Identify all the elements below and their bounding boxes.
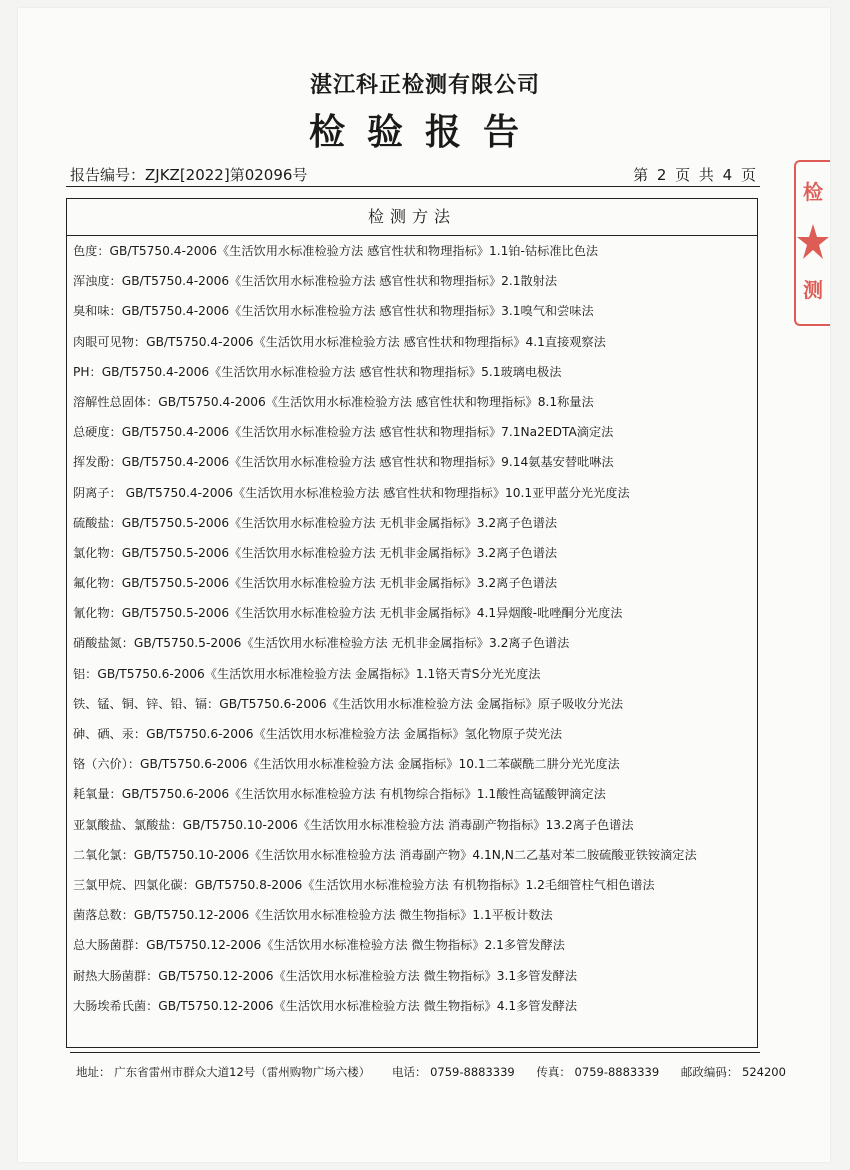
method-item: PH：GB/T5750.4-2006《生活饮用水标准检验方法 感官性状和物理指标》5.1玻璃电极法 — [73, 364, 562, 379]
method-item: 二氧化氯：GB/T5750.10-2006《生活饮用水标准检验方法 消毒副产物》4.1N,N二乙基对苯二胺硫酸亚铁铵滴定法 — [73, 847, 697, 862]
method-item: 总硬度：GB/T5750.4-2006《生活饮用水标准检验方法 感官性状和物理指标》7.1Na2EDTA滴定法 — [73, 425, 614, 440]
footer — [76, 1062, 786, 1082]
method-item: 亚氯酸盐、氯酸盐：GB/T5750.10-2006《生活饮用水标准检验方法 消毒副产物指标》13.2离子色谱法 — [73, 817, 634, 832]
company-name: 湛江科正检测有限公司 — [309, 72, 540, 98]
seal-char: 检 — [803, 180, 823, 204]
method-item: 砷、硒、汞：GB/T5750.6-2006《生活饮用水标准检验方法 金属指标》氢化物原子荧光法 — [73, 727, 563, 741]
methods-table — [66, 198, 758, 1048]
page-indicator: 第 2 页 共 4 页 — [633, 166, 758, 184]
header-divider — [66, 186, 760, 187]
method-item: 硝酸盐氮：GB/T5750.5-2006《生活饮用水标准检验方法 无机非金属指标》3.2离子色谱法 — [73, 636, 570, 651]
method-item: 铁、锰、铜、锌、铅、镉：GB/T5750.6-2006《生活饮用水标准检验方法 金属指标》原子吸收分光法 — [73, 696, 624, 711]
method-item: 色度：GB/T5750.4-2006《生活饮用水标准检验方法 感官性状和物理指标》1.1铂-钴标准比色法 — [73, 244, 599, 258]
method-item: 溶解性总固体：GB/T5750.4-2006《生活饮用水标准检验方法 感官性状和物理指标》8.1称量法 — [73, 394, 594, 409]
report-number: 报告编号：ZJKZ[2022]第02096号 — [70, 166, 308, 184]
official-seal — [794, 160, 830, 326]
footer-phone: 电话： 0759-8883339 — [391, 1065, 515, 1079]
section-title: 检测方法 — [67, 199, 757, 236]
method-item: 大肠埃希氏菌：GB/T5750.12-2006《生活饮用水标准检验方法 微生物指标》4.1多管发酵法 — [73, 998, 578, 1013]
method-item: 臭和味：GB/T5750.4-2006《生活饮用水标准检验方法 感官性状和物理指标》3.1嗅气和尝味法 — [73, 304, 594, 319]
method-item: 硫酸盐：GB/T5750.5-2006《生活饮用水标准检验方法 无机非金属指标》3.2离子色谱法 — [73, 515, 558, 530]
method-item: 肉眼可见物：GB/T5750.4-2006《生活饮用水标准检验方法 感官性状和物理指标》4.1直接观察法 — [73, 334, 606, 349]
method-item: 浑浊度：GB/T5750.4-2006《生活饮用水标准检验方法 感官性状和物理指标》2.1散射法 — [73, 274, 558, 289]
method-list — [67, 236, 757, 1021]
method-item: 铬（六价）：GB/T5750.6-2006《生活饮用水标准检验方法 金属指标》10.1二苯碳酰二肼分光光度法 — [73, 757, 620, 772]
method-item: 菌落总数：GB/T5750.12-2006《生活饮用水标准检验方法 微生物指标》1.1平板计数法 — [73, 908, 553, 923]
method-item: 铝：GB/T5750.6-2006《生活饮用水标准检验方法 金属指标》1.1铬天青S分光光度法 — [73, 666, 541, 681]
method-item: 耗氧量：GB/T5750.6-2006《生活饮用水标准检验方法 有机物综合指标》1.1酸性高锰酸钾滴定法 — [73, 787, 606, 802]
footer-fax: 传真： 0759-8883339 — [536, 1065, 660, 1079]
method-item: 阴离子： GB/T5750.4-2006《生活饮用水标准检验方法 感官性状和物理指标》10.1亚甲蓝分光光度法 — [73, 485, 630, 500]
method-item: 挥发酚：GB/T5750.4-2006《生活饮用水标准检验方法 感官性状和物理指标》9.14氨基安替吡啉法 — [73, 455, 614, 470]
report-title: 检验报告 — [308, 111, 541, 153]
method-item: 耐热大肠菌群：GB/T5750.12-2006《生活饮用水标准检验方法 微生物指标》3.1多管发酵法 — [73, 968, 578, 983]
method-item: 总大肠菌群：GB/T5750.12-2006《生活饮用水标准检验方法 微生物指标》2.1多管发酵法 — [73, 938, 565, 953]
method-item: 氰化物：GB/T5750.5-2006《生活饮用水标准检验方法 无机非金属指标》4.1异烟酸-吡唑酮分光度法 — [73, 606, 623, 621]
method-item: 氯化物：GB/T5750.5-2006《生活饮用水标准检验方法 无机非金属指标》3.2离子色谱法 — [73, 545, 558, 560]
seal-char: 测 — [803, 278, 823, 302]
method-item: 三氯甲烷、四氯化碳：GB/T5750.8-2006《生活饮用水标准检验方法 有机物指标》1.2毛细管柱气相色谱法 — [73, 877, 655, 892]
footer-address: 地址： 广东省雷州市群众大道12号（雷州购物广场六楼） — [76, 1065, 371, 1079]
footer-postcode: 邮政编码： 524200 — [680, 1065, 786, 1079]
star-icon — [796, 222, 830, 262]
footer-divider — [70, 1052, 760, 1053]
report-meta — [70, 163, 758, 187]
method-item: 氟化物：GB/T5750.5-2006《生活饮用水标准检验方法 无机非金属指标》3.2离子色谱法 — [73, 576, 558, 591]
